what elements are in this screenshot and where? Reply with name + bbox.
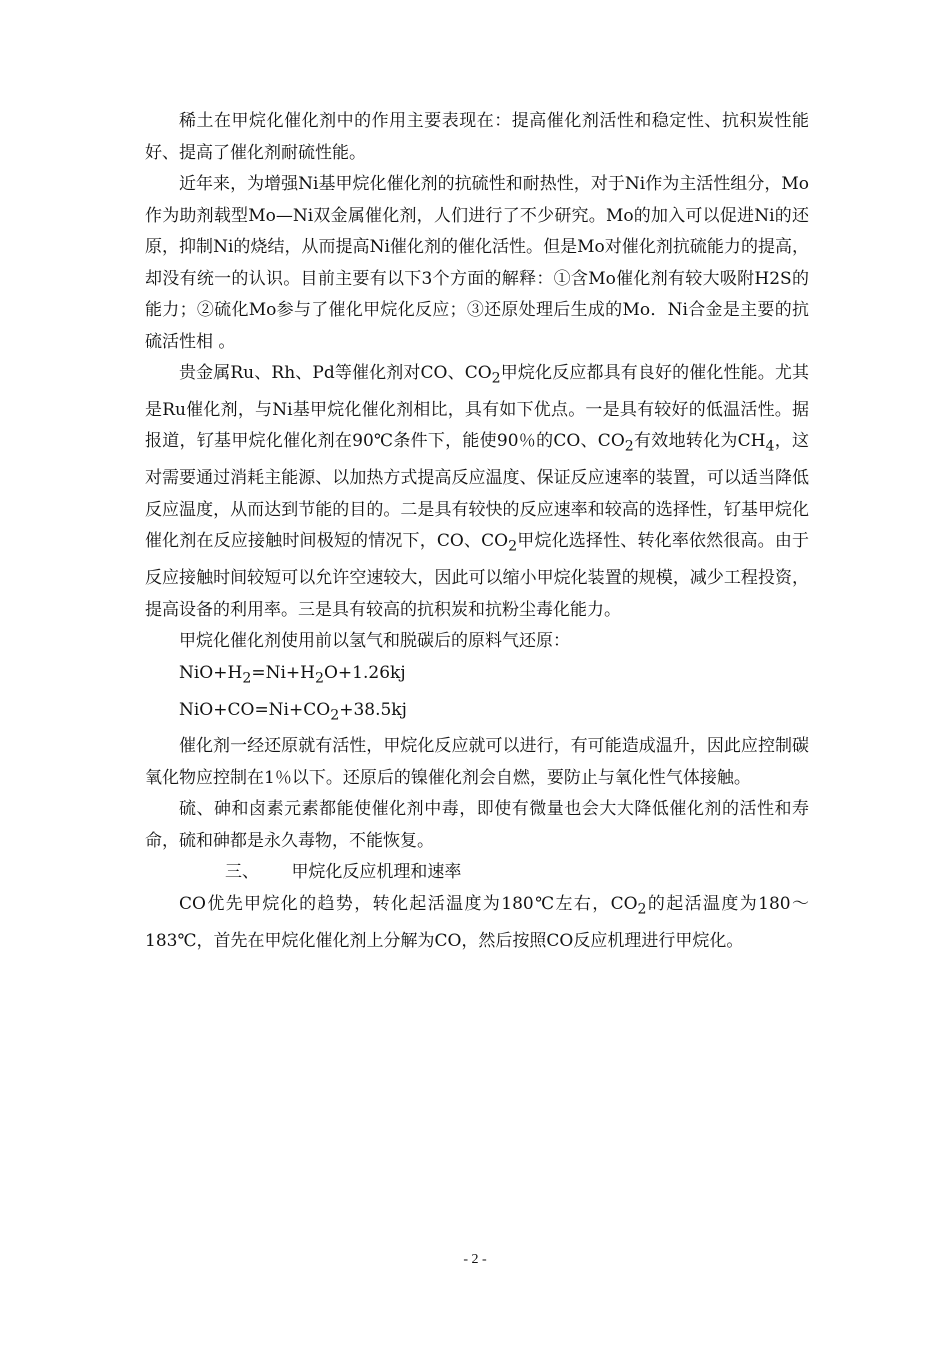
paragraph-mo-ni-catalyst: 近年来，为增强Ni基甲烷化催化剂的抗硫性和耐热性，对于Ni作为主活性组分，Mo作为助剂载型Mo—Ni双金属催化剂，人们进行了不少研究。Mo的加入可以促进Ni的还原，抑制Ni的烧结，从而提高Ni催化剂的催化活性。但是Mo对催化剂抗硫能力的提高，却没有统一的认识。目前主要有以下3个方面的解释：①含Mo催化剂有较大吸附H2S的能力；②硫化Mo参与了催化甲烷化反应；③还原处理后生成的Mo．Ni合金是主要的抗硫活性相 。 xyxy=(145,174,809,352)
equation-text: NiO+CO=Ni+CO xyxy=(179,699,331,720)
subscript: 4 xyxy=(765,438,775,455)
section-title: 甲烷化反应机理和速率 xyxy=(291,862,462,883)
section-heading xyxy=(145,857,809,889)
subscript: 2 xyxy=(242,670,252,687)
subscript: 2 xyxy=(314,670,324,687)
equation-text: NiO+H xyxy=(179,662,243,683)
paragraph-text: 有效地转化为CH xyxy=(633,431,766,452)
paragraph-reduction-intro: 甲烷化催化剂使用前以氢气和脱碳后的原料气还原： xyxy=(179,631,570,652)
paragraph-text: 的起活温度为180～183℃，首先在甲烷化催化剂上分解为CO，然后按照CO反应机理进行甲烷化。 xyxy=(145,893,809,951)
paragraph-text: 甲烷化选择性、转化率依然很高。由于反应接触时间较短可以允许空速较大，因此可以缩小甲烷化装置的规模，减少工程投资，提高设备的利用率。三是具有较高的抗积炭和抗粉尘毒化能力。 xyxy=(145,531,810,620)
subscript: 2 xyxy=(330,706,340,723)
paragraph-co-priority xyxy=(145,889,809,957)
subscript: 2 xyxy=(624,438,634,455)
paragraph-rare-earth: 稀土在甲烷化催化剂中的作用主要表现在：提高催化剂活性和稳定性、抗积炭性能好、提高了催化剂耐硫性能。 xyxy=(145,111,809,163)
page-number: - 2 - xyxy=(463,1252,487,1267)
paragraph-text: ，这对需要通过消耗主能源、以加热方式提高反应温度、保证反应速率的装置，可以适当降低反应温度，从而达到节能的目的。二是具有较快的反应速率和较高的选择性，钌基甲烷化催化剂在反应接触时间极短的情况下，CO、CO xyxy=(145,431,810,552)
paragraph-activation: 催化剂一经还原就有活性，甲烷化反应就可以进行，有可能造成温升，因此应控制碳氧化物应控制在1％以下。还原后的镍催化剂会自燃，要防止与氧化性气体接触。 xyxy=(145,736,809,788)
equation-nio-co xyxy=(145,695,809,732)
paragraph-noble-metal xyxy=(145,358,809,626)
equation-text: =Ni+H xyxy=(251,662,315,683)
paragraph-poisoning: 硫、砷和卤素元素都能使催化剂中毒，即使有微量也会大大降低催化剂的活性和寿命，硫和砷都是永久毒物，不能恢复。 xyxy=(145,799,809,851)
subscript: 2 xyxy=(637,901,647,918)
document-body xyxy=(145,106,809,957)
subscript: 2 xyxy=(491,370,501,387)
equation-text: O+1.26kj xyxy=(324,662,406,683)
equation-text: +38.5kj xyxy=(339,699,407,720)
paragraph-text: 甲烷化反应都具有良好的催化性能。尤其是Ru催化剂，与Ni基甲烷化催化剂相比，具有如下优点。一是具有较好的低温活性。据报道，钌基甲烷化催化剂在90℃条件下，能使90％的CO、CO xyxy=(145,363,809,452)
subscript: 2 xyxy=(508,538,518,555)
equation-nio-h2 xyxy=(145,658,809,695)
section-number: 三、 xyxy=(225,862,259,883)
paragraph-text: CO优先甲烷化的趋势，转化起活温度为180℃左右，CO xyxy=(179,893,638,914)
paragraph-text: 贵金属Ru、Rh、Pd等催化剂对CO、CO xyxy=(179,363,492,383)
